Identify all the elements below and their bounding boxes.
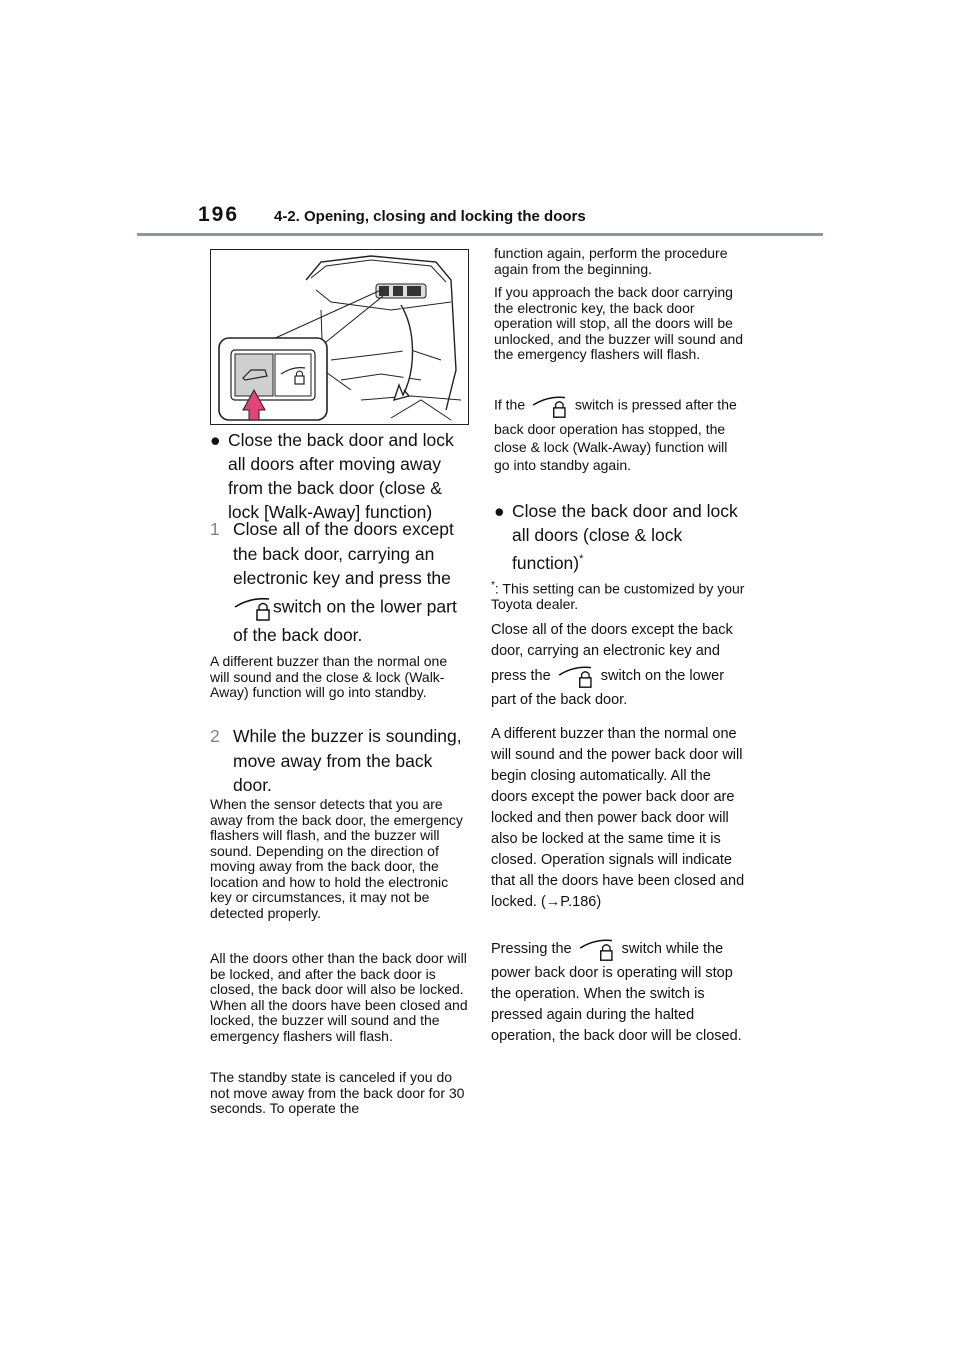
walk-away-heading: ● Close the back door and lock all doors after moving away from the back door (close & lock [Walk-Away] function) (210, 430, 454, 522)
step-1-continued (210, 593, 470, 648)
page-number: 196 (198, 203, 240, 226)
note-standby-again: If the switch is pressed after the back door operation has stopped, the close & lock (Walk-Away) function will go into standby again. (494, 392, 746, 474)
step-1-text-b: switch on the lower part of the back door. (233, 596, 457, 645)
note-locking: All the doors other than the back door will be locked, and after the back door is closed, the back door will also be locked. When all the doors have been closed and locked, the buzzer will sound and the emergency flashers will flash. (210, 950, 468, 1044)
step-number: 1 (210, 519, 220, 539)
note-approach: If you approach the back door carrying the electronic key, the back door operation will stop, all the doors will be unlocked, and the buzzer will sound and the emergency flashers will flash. (494, 284, 744, 362)
close-lock-description: A different buzzer than the normal one will sound and the power back door will begin closing automatically. All the doors except the power back door are locked and then power back door will also be locked at the same time it is closed. Operation signals will indicate that all the doors have been closed and locked. (→P.186) (491, 726, 745, 910)
step-1-text-a: Close all of the doors except the back door, carrying an electronic key and press the (233, 519, 454, 588)
header-rule (137, 233, 823, 236)
step-2-text: While the buzzer is sounding, move away from the back door. (233, 726, 462, 795)
note-standby: A different buzzer than the normal one will sound and the close & lock (Walk-Away) function will go into standby. (210, 653, 448, 700)
back-door-lock-switch-icon (555, 662, 597, 690)
step-2 (210, 724, 470, 798)
close-lock-instructions: Close all of the doors except the back door, carrying an electronic key and press the switch on the lower part of the back door. (491, 622, 733, 708)
footnote: *: This setting can be customized by your Toyota dealer. (491, 580, 745, 613)
bullet-icon: ● (494, 501, 505, 521)
back-door-switch-illustration (210, 249, 469, 425)
note-sensor: When the sensor detects that you are away from the back door, the emergency flashers will flash, and the buzzer will sound. Depending on the direction of moving away from the back door, the location and how to hold the electronic key or circumstances, it may not be detected properly. (210, 796, 463, 921)
bullet-icon: ● (210, 430, 221, 450)
note-cancel-continued: function again, perform the procedure again from the beginning. (494, 245, 728, 277)
back-door-lock-switch-icon (233, 593, 273, 623)
back-door-lock-switch-icon (576, 935, 618, 963)
step-number: 2 (210, 726, 220, 746)
back-door-lock-switch-icon (529, 392, 571, 420)
step-1 (210, 517, 470, 591)
section-title: 4-2. Opening, closing and locking the doors (274, 208, 586, 225)
close-lock-heading: ● Close the back door and lock all doors (close & lock function)* (494, 501, 738, 573)
note-cancel: The standby state is canceled if you do not move away from the back door for 30 seconds. To operate the (210, 1069, 465, 1116)
close-lock-stop: Pressing the switch while the power back door is operating will stop the operation. When the switch is pressed again during the halted operation, the back door will be closed. (491, 935, 747, 1047)
back-door-illustration-svg (211, 250, 468, 424)
